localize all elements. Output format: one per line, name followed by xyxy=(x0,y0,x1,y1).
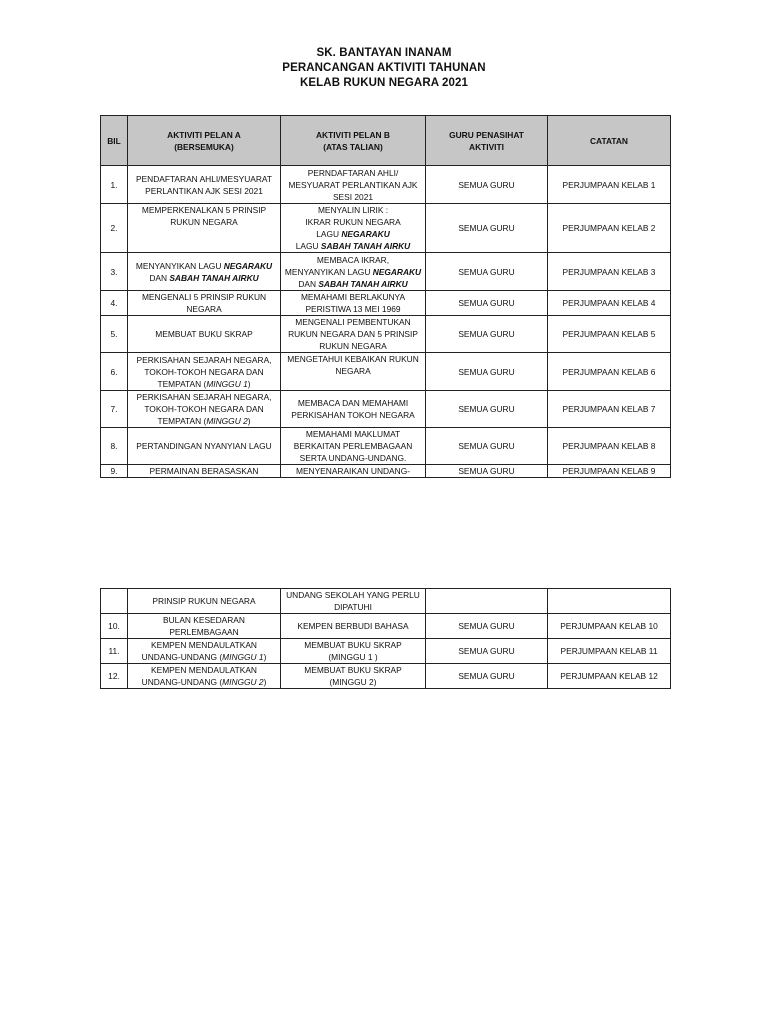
text-segment: MENGENALI 5 PRINSIP RUKUN xyxy=(141,292,267,302)
cell-line xyxy=(130,260,278,272)
text-segment: ) xyxy=(263,652,267,662)
text-segment: PERNDAFTARAN AHLI/ xyxy=(307,167,399,178)
plan-a-activity xyxy=(128,664,281,689)
cell-line xyxy=(130,272,278,284)
header-advisor: GURU PENASIHAT AKTIVITI xyxy=(426,116,548,166)
cell-line xyxy=(130,595,278,607)
text-segment: NEGARA xyxy=(186,304,222,314)
cell-line xyxy=(283,179,423,191)
cell-line xyxy=(130,354,278,366)
cell-line xyxy=(283,651,423,663)
italic-text: MINGGU 1 xyxy=(206,378,248,389)
plan-a-activity xyxy=(128,204,281,253)
plan-b-activity xyxy=(281,589,426,614)
advisor xyxy=(426,589,548,614)
text-segment: TOKOH-TOKOH NEGARA DAN xyxy=(144,404,264,414)
cell-line xyxy=(283,191,423,203)
italic-text: MINGGU 1 xyxy=(222,652,264,662)
notes: PERJUMPAAN KELAB 7 xyxy=(548,391,671,428)
emphasis-text: SABAH TANAH AIRKU xyxy=(318,278,408,289)
plan-a-activity xyxy=(128,639,281,664)
table-row xyxy=(101,639,671,664)
cell-line xyxy=(283,254,423,266)
cell-line xyxy=(130,391,278,403)
cell-line xyxy=(130,664,278,676)
notes: PERJUMPAAN KELAB 8 xyxy=(548,428,671,465)
table-row xyxy=(101,353,671,391)
cell-line xyxy=(130,185,278,197)
text-segment: SERTA UNDANG-UNDANG. xyxy=(299,453,407,463)
text-segment: PERKISAHAN TOKOH NEGARA xyxy=(291,410,415,420)
plan-b-activity xyxy=(281,316,426,353)
notes: PERJUMPAAN KELAB 6 xyxy=(548,353,671,391)
notes: PERJUMPAAN KELAB 10 xyxy=(548,614,671,639)
cell-line xyxy=(130,440,278,452)
row-number: 12. xyxy=(101,664,128,689)
plan-b-activity xyxy=(281,204,426,253)
plan-a-activity xyxy=(128,353,281,391)
cell-line xyxy=(130,614,278,626)
cell-line xyxy=(283,676,423,688)
text-segment: PERLEMBAGAAN xyxy=(169,627,239,637)
cell-line xyxy=(283,216,423,228)
text-segment: TEMPATAN ( xyxy=(157,378,207,389)
cell-line xyxy=(130,651,278,663)
text-segment: MEMAHAMI BERLAKUNYA xyxy=(300,292,406,302)
plan-a-activity xyxy=(128,391,281,428)
cell-line xyxy=(283,620,423,632)
advisor: SEMUA GURU xyxy=(426,664,548,689)
plan-a-activity xyxy=(128,465,281,478)
cell-line xyxy=(283,340,423,352)
plan-b-activity xyxy=(281,166,426,204)
text-segment: RUKUN NEGARA xyxy=(170,217,238,227)
text-segment: TEMPATAN ( xyxy=(157,416,207,426)
cell-line xyxy=(283,601,423,613)
school-name: SK. BANTAYAN INANAM xyxy=(316,47,452,59)
cell-line xyxy=(130,415,278,427)
text-segment: MEMAHAMI MAKLUMAT xyxy=(305,429,401,439)
emphasis-text: NEGARAKU xyxy=(341,229,390,239)
cell-line xyxy=(283,465,423,477)
text-segment: LAGU xyxy=(295,241,321,251)
row-number: 6. xyxy=(101,353,128,391)
text-segment: PERMAINAN BERASASKAN xyxy=(149,466,259,476)
cell-line xyxy=(283,291,423,303)
cell-line xyxy=(130,291,278,303)
plan-b-activity xyxy=(281,353,426,391)
text-segment: MEMBACA DAN MEMAHAMI xyxy=(297,398,409,408)
text-segment: KEMPEN MENDAULATKAN xyxy=(151,640,257,650)
plan-title: PERANCANGAN AKTIVITI TAHUNAN xyxy=(282,62,486,74)
text-segment: MENGENALI PEMBENTUKAN xyxy=(295,317,411,327)
row-number: 7. xyxy=(101,391,128,428)
plan-a-activity xyxy=(128,589,281,614)
table-row xyxy=(101,204,671,253)
plan-b-activity xyxy=(281,428,426,465)
text-segment: MESYUARAT PERLANTIKAN AJK xyxy=(288,179,418,190)
emphasis-text: NEGARAKU xyxy=(372,266,422,277)
text-segment: MEMBACA IKRAR, xyxy=(316,254,390,265)
cell-line xyxy=(283,303,423,315)
text-segment: MENYENARAIKAN UNDANG- xyxy=(295,466,410,476)
table-row xyxy=(101,291,671,316)
text-segment: PENDAFTARAN AHLI/MESYUARAT xyxy=(135,173,273,184)
text-segment: NEGARA xyxy=(335,366,371,376)
cell-line xyxy=(130,173,278,185)
row-number: 8. xyxy=(101,428,128,465)
header-notes: CATATAN xyxy=(548,116,671,166)
cell-line xyxy=(283,353,423,365)
notes: PERJUMPAAN KELAB 1 xyxy=(548,166,671,204)
table-row xyxy=(101,316,671,353)
text-segment: RUKUN NEGARA DAN 5 PRINSIP xyxy=(288,329,418,339)
text-segment: DAN xyxy=(149,272,170,283)
cell-line xyxy=(283,664,423,676)
cell-line xyxy=(283,328,423,340)
club-name: KELAB RUKUN NEGARA 2021 xyxy=(299,77,468,89)
cell-line xyxy=(283,397,423,409)
advisor: SEMUA GURU xyxy=(426,639,548,664)
advisor: SEMUA GURU xyxy=(426,465,548,478)
table-row xyxy=(101,664,671,689)
notes: PERJUMPAAN KELAB 4 xyxy=(548,291,671,316)
text-segment: MENYALIN LIRIK : xyxy=(317,205,389,215)
plan-b-activity xyxy=(281,664,426,689)
text-segment: DAN xyxy=(298,278,319,289)
text-segment: PERISTIWA 13 MEI 1969 xyxy=(305,304,401,314)
cell-line xyxy=(283,278,423,290)
italic-text: MINGGU 2 xyxy=(206,416,248,426)
row-number: 3. xyxy=(101,253,128,291)
row-number xyxy=(101,589,128,614)
header-plan-b: AKTIVITI PELAN B (ATAS TALIAN) xyxy=(281,116,426,166)
cell-line xyxy=(130,465,278,477)
table-row xyxy=(101,614,671,639)
text-segment: LAGU xyxy=(316,229,342,239)
notes xyxy=(548,589,671,614)
text-segment: DIPATUHI xyxy=(334,602,372,612)
cell-line xyxy=(130,639,278,651)
cell-line xyxy=(130,626,278,638)
text-segment: RUKUN NEGARA xyxy=(319,341,387,351)
table-row xyxy=(101,428,671,465)
cell-line xyxy=(283,240,423,252)
cell-line xyxy=(130,216,278,228)
text-segment: UNDANG SEKOLAH YANG PERLU xyxy=(286,590,420,600)
notes: PERJUMPAAN KELAB 3 xyxy=(548,253,671,291)
text-segment: UNDANG-UNDANG ( xyxy=(141,652,223,662)
notes: PERJUMPAAN KELAB 2 xyxy=(548,204,671,253)
notes: PERJUMPAAN KELAB 11 xyxy=(548,639,671,664)
row-number: 1. xyxy=(101,166,128,204)
plan-b-activity xyxy=(281,253,426,291)
activity-table-continued xyxy=(100,588,671,689)
advisor: SEMUA GURU xyxy=(426,166,548,204)
plan-b-activity xyxy=(281,291,426,316)
plan-a-activity xyxy=(128,614,281,639)
table-row xyxy=(101,465,671,478)
cell-line xyxy=(283,204,423,216)
table-row xyxy=(101,166,671,204)
cell-line xyxy=(283,266,423,278)
advisor: SEMUA GURU xyxy=(426,614,548,639)
header-bil: BIL xyxy=(101,116,128,166)
cell-line xyxy=(130,676,278,688)
table-row xyxy=(101,253,671,291)
text-segment: PERTANDINGAN NYANYIAN LAGU xyxy=(136,441,272,451)
plan-b-activity xyxy=(281,465,426,478)
notes: PERJUMPAAN KELAB 12 xyxy=(548,664,671,689)
text-segment: PERKISAHAN SEJARAH NEGARA, xyxy=(136,392,272,402)
text-segment: MENYANYIKAN LAGU xyxy=(284,266,373,277)
row-number: 2. xyxy=(101,204,128,253)
text-segment: MEMBUAT BUKU SKRAP xyxy=(155,329,253,339)
plan-b-activity xyxy=(281,639,426,664)
cell-line xyxy=(283,228,423,240)
advisor: SEMUA GURU xyxy=(426,204,548,253)
cell-line xyxy=(130,204,278,216)
advisor: SEMUA GURU xyxy=(426,391,548,428)
plan-b-activity xyxy=(281,391,426,428)
cell-line xyxy=(283,409,423,421)
text-segment: BULAN KESEDARAN xyxy=(163,615,245,625)
row-number: 11. xyxy=(101,639,128,664)
cell-line xyxy=(283,316,423,328)
cell-line xyxy=(130,403,278,415)
text-segment: KEMPEN BERBUDI BAHASA xyxy=(297,621,409,631)
emphasis-text: NEGARAKU xyxy=(223,260,273,271)
text-segment: (MINGGU 2) xyxy=(329,677,377,687)
document-title xyxy=(0,46,768,91)
text-segment: MEMBUAT BUKU SKRAP xyxy=(304,665,402,675)
text-segment: IKRAR RUKUN NEGARA xyxy=(305,217,401,227)
plan-a-activity xyxy=(128,253,281,291)
activity-table xyxy=(100,115,671,478)
text-segment: ) xyxy=(247,416,251,426)
text-segment: KEMPEN MENDAULATKAN xyxy=(151,665,257,675)
table-row xyxy=(101,391,671,428)
row-number: 10. xyxy=(101,614,128,639)
text-segment: MEMPERKENALKAN 5 PRINSIP xyxy=(141,205,267,215)
italic-text: MINGGU 2 xyxy=(222,677,264,687)
advisor: SEMUA GURU xyxy=(426,291,548,316)
text-segment: UNDANG-UNDANG ( xyxy=(141,677,223,687)
text-segment: MENYANYIKAN LAGU xyxy=(135,260,224,271)
cell-line xyxy=(283,639,423,651)
text-segment: SESI 2021 xyxy=(332,191,374,202)
cell-line xyxy=(283,428,423,440)
plan-b-activity xyxy=(281,614,426,639)
advisor: SEMUA GURU xyxy=(426,253,548,291)
notes: PERJUMPAAN KELAB 5 xyxy=(548,316,671,353)
emphasis-text: SABAH TANAH AIRKU xyxy=(169,272,259,283)
row-number: 5. xyxy=(101,316,128,353)
text-segment: PERKISAHAN SEJARAH NEGARA, xyxy=(136,354,272,365)
header-plan-a: AKTIVITI PELAN A (BERSEMUKA) xyxy=(128,116,281,166)
plan-a-activity xyxy=(128,166,281,204)
cell-line xyxy=(283,452,423,464)
cell-line xyxy=(130,366,278,378)
text-segment: PERLANTIKAN AJK SESI 2021 xyxy=(145,185,263,196)
row-number: 9. xyxy=(101,465,128,478)
text-segment: TOKOH-TOKOH NEGARA DAN xyxy=(144,366,264,377)
plan-a-activity xyxy=(128,428,281,465)
row-number: 4. xyxy=(101,291,128,316)
text-segment: MENGETAHUI KEBAIKAN RUKUN xyxy=(287,354,419,364)
notes: PERJUMPAAN KELAB 9 xyxy=(548,465,671,478)
cell-line xyxy=(283,589,423,601)
advisor: SEMUA GURU xyxy=(426,316,548,353)
cell-line xyxy=(283,440,423,452)
text-segment: ) xyxy=(263,677,267,687)
cell-line xyxy=(283,365,423,377)
advisor: SEMUA GURU xyxy=(426,353,548,391)
text-segment: (MINGGU 1 ) xyxy=(328,652,378,662)
emphasis-text: SABAH TANAH AIRKU xyxy=(320,241,411,251)
cell-line xyxy=(130,378,278,390)
text-segment: ) xyxy=(247,378,251,389)
table-row xyxy=(101,589,671,614)
table-header-row xyxy=(101,116,671,166)
plan-a-activity xyxy=(128,316,281,353)
cell-line xyxy=(130,328,278,340)
text-segment: MEMBUAT BUKU SKRAP xyxy=(304,640,402,650)
advisor: SEMUA GURU xyxy=(426,428,548,465)
text-segment: PRINSIP RUKUN NEGARA xyxy=(152,596,256,606)
text-segment: BERKAITAN PERLEMBAGAAN xyxy=(293,441,413,451)
plan-a-activity xyxy=(128,291,281,316)
cell-line xyxy=(283,167,423,179)
cell-line xyxy=(130,303,278,315)
